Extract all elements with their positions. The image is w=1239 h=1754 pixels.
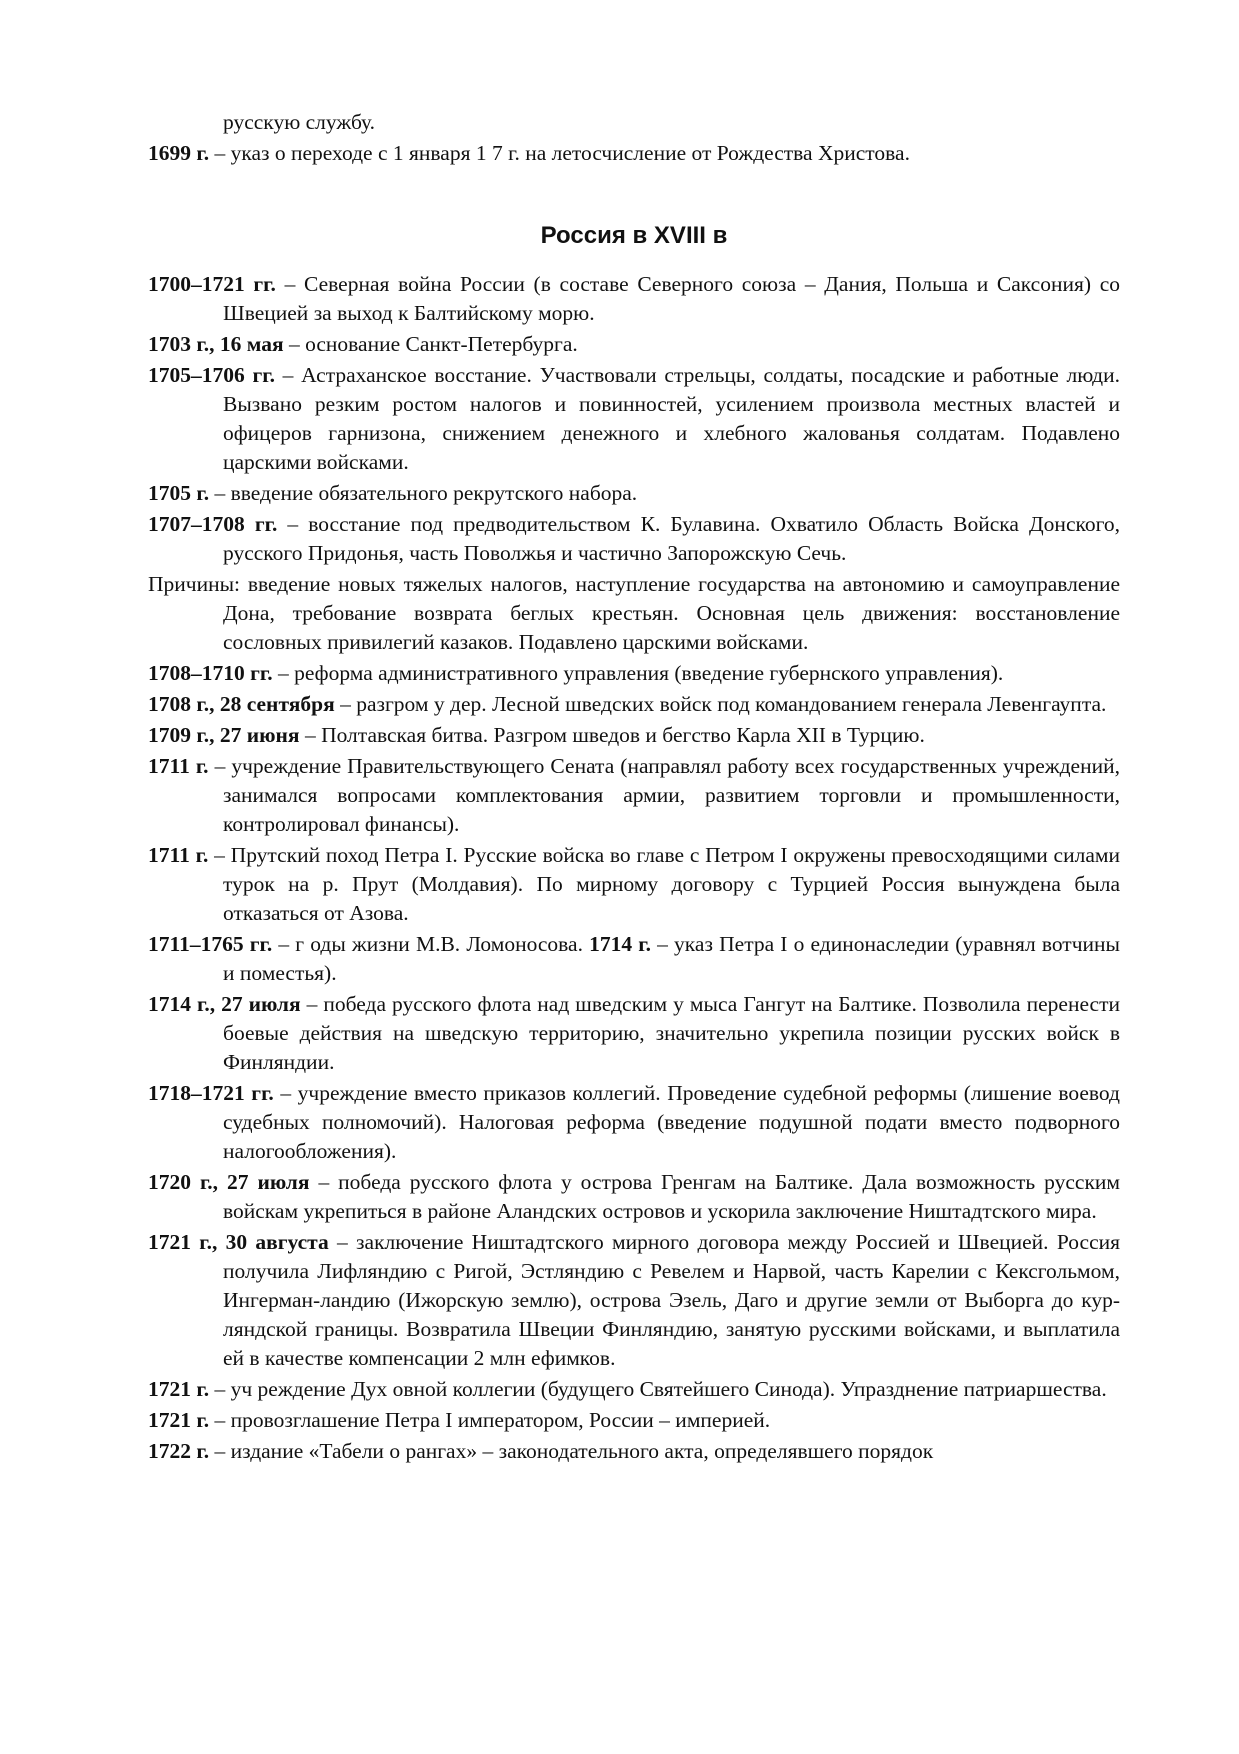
entry-date: 1721 г. (148, 1408, 210, 1432)
entry (148, 659, 1120, 688)
entry-date: 1700–1721 гг. (148, 272, 276, 296)
entry-date: 1703 г., 16 мая (148, 332, 284, 356)
continuation-line (148, 108, 1120, 137)
entry-text: – уч реждение Дух овной коллегии (будущего Святейшего Синода). Упразднение патриаршества. (209, 1377, 1107, 1401)
entry (148, 841, 1120, 928)
entry-1699 (148, 139, 1120, 168)
entry (148, 510, 1120, 568)
entry (148, 690, 1120, 719)
entry (148, 479, 1120, 508)
entry (148, 1437, 1120, 1466)
entry-causes (148, 570, 1120, 657)
entry-text: – победа русского флота над шведским у мыса Гангут на Балтике. Позволила перенести боевые действия на шведскую территорию, значительно укрепила позиции русских войск в Финляндии. (223, 992, 1120, 1074)
entry-date: 1721 г., 30 августа (148, 1230, 329, 1254)
entries-list (148, 270, 1120, 1466)
entry-text: – Полтавская битва. Разгром шведов и бегство Карла XII в Турцию. (299, 723, 925, 747)
entry-text: – введение обязательного рекрутского набора. (209, 481, 638, 505)
entry (148, 361, 1120, 477)
entry-date: 1705 г. (148, 481, 210, 505)
entry-text: – Прутский поход Петра I. Русские войска во главе с Петром I окружены превосходящими силами турок на р. Прут (Молдавия). По мирному договору с Турцией Россия вынуждена была отказаться от Азова. (208, 843, 1120, 925)
entry-text: – провозглашение Петра I императором, России – империей. (209, 1408, 771, 1432)
continuation-text: русскую службу. (223, 110, 376, 134)
entry (148, 1228, 1120, 1373)
entry-text: – указ о переходе с 1 января 1 7 г. на летосчисление от Рождества Христова. (209, 141, 910, 165)
entry (148, 270, 1120, 328)
entry-date: 1718–1721 гг. (148, 1081, 274, 1105)
entry (148, 1079, 1120, 1166)
entry (148, 1375, 1120, 1404)
entry-text: – заключение Ништадтского мирного договора между Россией и Швецией. Россия получила Лифляндию с Ригой, Эстляндию с Ревелем и Нарвой, часть Карелии с Кексгольмом, Ингерман-ландию (Ижорскую землю), острова Эзель, Даго и другие земли от Выборга до кур-ляндской границы. Возвратила Швеции Финляндию, занятую русскими войсками, и выплатила ей в качестве компенсации 2 млн ефимков. (223, 1230, 1121, 1370)
entry-date: 1711–1765 гг. (148, 932, 273, 956)
entry-date: 1711 г. (148, 843, 209, 867)
entry-date: 1699 г. (148, 141, 210, 165)
entry-date: 1708–1710 гг. (148, 661, 273, 685)
entry-text: Причины: введение новых тяжелых налогов, наступление государства на автономию и самоуправление Дона, требование возврата беглых крестьян. Основная цель движения: восстановление сословных привилегий казаков. Подавлено царскими войсками. (148, 572, 1120, 654)
entry-date: 1721 г. (148, 1377, 210, 1401)
entry (148, 1406, 1120, 1435)
entry-text: – победа русского флота у острова Гренгам на Балтике. Дала возможность русским войскам укрепиться в районе Аландских островов и ускорила заключение Ништадтского мира. (223, 1170, 1120, 1223)
entry-text: – восстание под предводительством К. Булавина. Охватило Область Войска Донского, русского Придонья, часть Поволжья и частично Запорожскую Сечь. (223, 512, 1120, 565)
section-title: Россия в XVIII в (540, 222, 728, 249)
entry-date: 1722 г. (148, 1439, 210, 1463)
entry-date: 1705–1706 гг. (148, 363, 275, 387)
entry-text: – указ Петра I о единонаследии (уравнял вотчины и поместья). (223, 932, 1120, 985)
entry-date: 1711 г. (148, 754, 209, 778)
entry-text: – г оды жизни М.В. Ломоносова. (272, 932, 590, 956)
entry (148, 330, 1120, 359)
entry-date: 1709 г., 27 июня (148, 723, 300, 747)
document-page (148, 108, 1120, 1468)
entry (148, 1168, 1120, 1226)
entry-date: 1708 г., 28 сентября (148, 692, 335, 716)
entry-date: 1707–1708 гг. (148, 512, 278, 536)
entry (148, 990, 1120, 1077)
entry-text: – основание Санкт-Петербурга. (283, 332, 578, 356)
entry-text: – реформа административного управления (введение губернского управления). (272, 661, 1004, 685)
entry-date: 1714 г. (589, 932, 651, 956)
entry-text: – учреждение вместо приказов коллегий. Проведение судебной реформы (лишение воевод судебных полномочий). Налоговая реформа (введение подушной подати вместо подворного налогообложения). (223, 1081, 1120, 1163)
entry-date: 1714 г., 27 июля (148, 992, 301, 1016)
entry-text: – разгром у дер. Лесной шведских войск под командованием генерала Левенгаупта. (334, 692, 1107, 716)
entry-text: – Северная война России (в составе Северного союза – Дания, Польша и Саксония) со Швецией за выход к Балтийскому морю. (223, 272, 1120, 325)
entry (148, 930, 1120, 988)
entry-date: 1720 г., 27 июля (148, 1170, 310, 1194)
entry (148, 721, 1120, 750)
entry-text: – Астраханское восстание. Участвовали стрельцы, солдаты, посадские и работные люди. Вызвано резким ростом налогов и повинностей, усилением произвола местных властей и офицеров гарнизона, снижением денежного и хлебного жалованья солдатам. Подавлено царскими войсками. (223, 363, 1120, 474)
entry-text: – учреждение Правительствующего Сената (направлял работу всех государственных учреждений, занимался вопросами комплектования армии, развитием торговли и промышленности, контролировал финансы). (208, 754, 1120, 836)
entry (148, 752, 1120, 839)
entry-text: – издание «Табели о рангах» – законодательного акта, определявшего порядок (209, 1439, 934, 1463)
